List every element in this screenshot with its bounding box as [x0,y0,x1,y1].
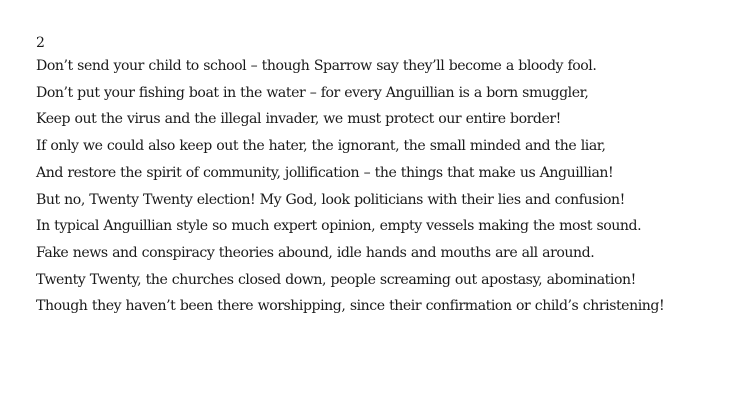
poem-line: Keep out the virus and the illegal invader, we must protect our entire border! [36,111,561,128]
poem-line: Don’t send your child to school – though Sparrow say they’ll become a bloody fool. [36,58,597,74]
poem-line: If only we could also keep out the hater, the ignorant, the small minded and the liar, [36,138,606,155]
stanza-number: 2 [36,35,45,51]
poem-line: Don’t put your fishing boat in the water – for every Anguillian is a born smuggler, [36,84,589,101]
poem-line: Twenty Twenty, the churches closed down, people screaming out apostasy, abomination! [36,271,636,288]
poem-line: Fake news and conspiracy theories abound, idle hands and mouths are all around. [36,244,595,261]
poem-stanza [36,53,750,320]
poem-line: But no, Twenty Twenty election! My God, look politicians with their lies and confusion! [36,191,625,208]
poem-line: Though they haven’t been there worshipping, since their confirmation or child’s christening! [36,298,665,315]
poem-line: And restore the spirit of community, jollification – the things that make us Anguillian! [36,164,614,181]
poem-line: In typical Anguillian style so much expert opinion, empty vessels making the most sound. [36,218,642,235]
